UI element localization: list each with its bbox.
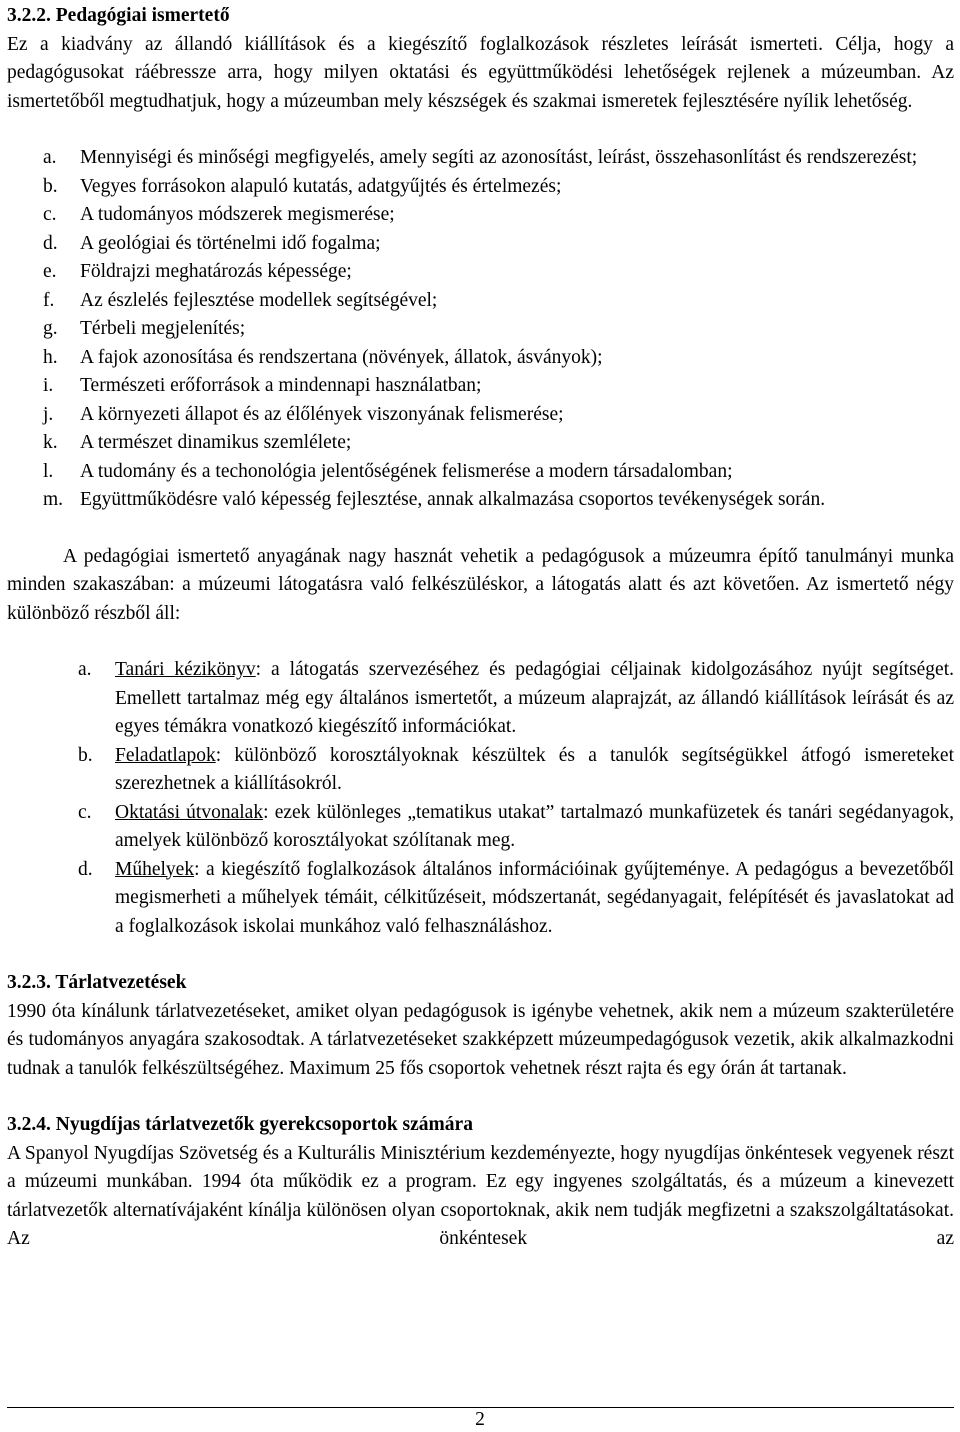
skill-item xyxy=(43,429,954,458)
skill-item-text: Földrajzi meghatározás képessége; xyxy=(80,261,352,282)
skill-item-label: b. xyxy=(43,175,58,197)
part-item xyxy=(78,799,955,856)
usage-paragraph xyxy=(7,543,954,629)
skill-item-label: i. xyxy=(43,375,54,396)
skill-item-label: c. xyxy=(43,204,57,225)
skill-item-text: Természeti erőforrások a mindennapi használatban; xyxy=(80,375,482,396)
parts-list xyxy=(7,656,954,941)
part-item-label: b. xyxy=(78,744,93,766)
part-item-label: a. xyxy=(78,659,92,680)
part-item-text: : a látogatás szervezéséhez és pedagógiai céljainak kidolgozásához nyújt segítséget. Emellett tartalmaz még egy általános ismertetőt, a múzeum alaprajzát, az állandó kiállítások leírását és az egyes témákra vonatkozó kiegészítő információkat. xyxy=(115,659,955,737)
skill-item xyxy=(43,401,954,430)
part-item-term: Műhelyek xyxy=(115,858,195,880)
part-item xyxy=(78,656,955,742)
skill-item-text: A természet dinamikus szemlélete; xyxy=(80,432,352,453)
skill-item xyxy=(43,201,954,230)
skill-item-text: A fajok azonosítása és rendszertana (növények, állatok, ásványok); xyxy=(80,346,603,368)
skill-item xyxy=(43,230,954,259)
part-item-text: : ezek különleges „tematikus utakat” tartalmazó munkafüzetek és tanári segédanyagok, amelyek különböző korosztályokat szólítanak meg. xyxy=(115,801,955,851)
part-item-label: c. xyxy=(78,801,92,823)
intro-paragraph: Ez a kiadvány az állandó kiállítások és a kiegészítő foglalkozások részletes leírását ismerteti. Célja, hogy a pedagógusokat ráébressze arra, hogy milyen oktatási és együttműködési lehetőségek rejlenek a múzeumban. Az ismertetőből megtudhatjuk, hogy a múzeumban mely készségek és szakmai ismeretek fejlesztésére nyílik lehetőség. xyxy=(7,33,954,112)
skill-item xyxy=(43,173,954,202)
usage-paragraph-text: A pedagógiai ismertető anyagának nagy hasznát vehetik a pedagógusok a múzeumra építő tanulmányi munka minden szakaszában: a múzeumi látogatásra való felkészüléskor, a látogatás alatt és azt követően. Az ismertető négy különböző részből áll: xyxy=(7,545,954,624)
skill-item-label: f. xyxy=(43,289,55,311)
skill-item-label: h. xyxy=(43,346,58,368)
page-number: 2 xyxy=(475,1409,485,1430)
skill-item-label: e. xyxy=(43,261,57,282)
skill-item-text: A tudomány és a techonológia jelentőségének felismerése a modern társadalomban; xyxy=(80,460,733,482)
section-heading-322: 3.2.2. Pedagógiai ismertető xyxy=(7,5,230,26)
section-heading-323: 3.2.3. Tárlatvezetések xyxy=(7,972,187,993)
skill-item-text: Az észlelés fejlesztése modellek segítségével; xyxy=(80,289,438,311)
skill-item xyxy=(43,144,954,173)
part-item-term: Tanári kézikönyv xyxy=(115,659,256,680)
skill-item-label: l. xyxy=(43,460,54,482)
skill-item xyxy=(43,372,954,401)
skill-item xyxy=(43,486,954,515)
skill-item xyxy=(43,458,954,487)
skill-item-text: A tudományos módszerek megismerése; xyxy=(80,204,395,225)
skill-item-label: a. xyxy=(43,147,57,168)
part-item xyxy=(78,742,954,799)
skill-item-text: A környezeti állapot és az élőlények viszonyának felismerése; xyxy=(80,403,564,425)
part-item-label: d. xyxy=(78,858,93,880)
skill-item-label: d. xyxy=(43,232,58,254)
skill-item xyxy=(43,258,954,287)
skill-item-text: Térbeli megjelenítés; xyxy=(80,318,246,339)
part-item-body xyxy=(115,856,954,942)
part-item-text: : különböző korosztályoknak készültek és a tanulók segítségükkel átfogó ismereteket szerezhetnek a kiállításokról. xyxy=(115,744,954,794)
skill-item xyxy=(43,315,954,344)
section-324-paragraph: A Spanyol Nyugdíjas Szövetség és a Kulturális Minisztérium kezdeményezte, hogy nyugdíjas önkéntesek vegyenek részt a múzeumi munkában. 1994 óta működik ez a program. Ez egy ingyenes szolgáltatás, és a múzeum a kinevezett tárlatvezetők alternatívájaként kínálja különösen olyan csoportoknak, akik nem tudják megfizetni a szakszolgáltatásokat. Az önkéntesek az xyxy=(7,1142,954,1249)
skill-item-label: g. xyxy=(43,318,58,339)
section-heading-324: 3.2.4. Nyugdíjas tárlatvezetők gyerekcsoportok számára xyxy=(7,1114,473,1135)
section-323-paragraph: 1990 óta kínálunk tárlatvezetéseket, amiket olyan pedagógusok is igénybe vehetnek, akik nem a múzeum szakterületére és tudományos anyagára szakosodtak. A tárlatvezetéseket szakképzett múzeumpedagógusok vezetik, akik alkalmazkodni tudnak a tanulók felkészültségéhez. Maximum 25 fős csoportok vehetnek részt rajta és egy órán át tartanak. xyxy=(7,1000,954,1079)
skill-item-text: Együttműködésre való képesség fejlesztése, annak alkalmazása csoportos tevékenységek során. xyxy=(80,489,826,510)
part-item-body xyxy=(115,799,954,856)
skill-item-text: Mennyiségi és minőségi megfigyelés, amely segíti az azonosítást, leírást, összehasonlítást és rendszerezést; xyxy=(80,147,918,168)
part-item-body xyxy=(115,742,954,799)
skill-item-label: k. xyxy=(43,432,58,453)
part-item-term: Feladatlapok xyxy=(115,744,216,766)
part-item xyxy=(78,856,954,942)
skill-item-label: j. xyxy=(43,403,54,425)
skills-list xyxy=(7,144,954,515)
skill-item-text: Vegyes forrásokon alapuló kutatás, adatgyűjtés és értelmezés; xyxy=(80,175,562,197)
skill-item xyxy=(43,287,954,316)
skill-item xyxy=(43,344,954,373)
skill-item-text: A geológiai és történelmi idő fogalma; xyxy=(80,232,381,254)
document-page xyxy=(7,0,954,1254)
part-item-term: Oktatási útvonalak xyxy=(115,801,264,823)
skill-item-label: m. xyxy=(43,489,64,510)
part-item-text: : a kiegészítő foglalkozások általános információinak gyűjteménye. A pedagógus a bevezetőből megismerheti a műhelyek témáit, célkitűzéseit, módszertanát, segédanyagait, felépítését és javaslatokat ad a foglalkozások iskolai munkához való felhasználáshoz. xyxy=(115,858,954,937)
part-item-body xyxy=(115,656,954,742)
